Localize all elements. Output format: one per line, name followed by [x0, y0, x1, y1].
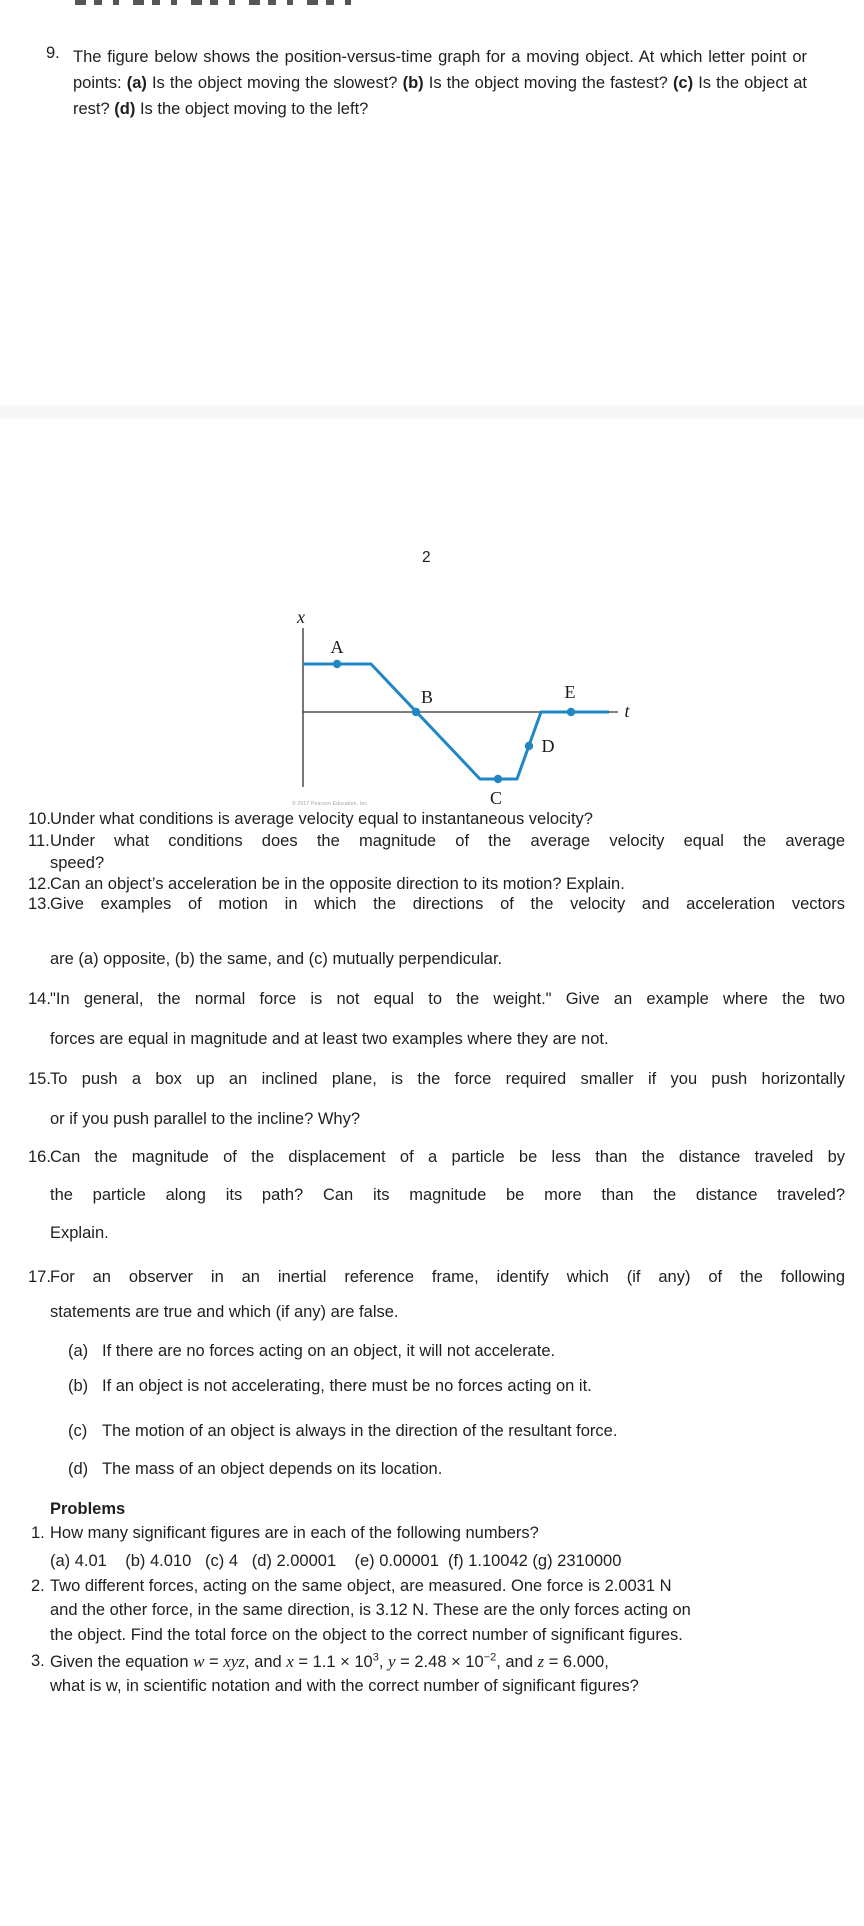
figure-copyright: © 2017 Pearson Education, Inc. — [292, 801, 369, 807]
problem-1-text-line2: (a) 4.01 (b) 4.010 (c) 4 (d) 2.00001 (e) 0.00001 (f) 1.10042 (g) 2310000 — [50, 1552, 622, 1570]
problem-3-number: 3. — [31, 1652, 45, 1670]
question-15-text-line2: or if you push parallel to the incline? Why? — [50, 1110, 361, 1128]
option-d-tag: (d) — [68, 1460, 89, 1478]
point-dot-A — [333, 660, 341, 668]
problem-2-text-line1: Two different forces, acting on the same object, are measured. One force is 2.0031 N — [50, 1577, 672, 1595]
point-dot-E — [567, 708, 575, 716]
question-14-number: 14. — [28, 990, 51, 1008]
option-c-tag: (c) — [68, 1422, 88, 1440]
question-14-text-line1: "In general, the normal force is not equal to the weight." Give an example where the two — [50, 990, 845, 1008]
question-13-text-line2: are (a) opposite, (b) the same, and (c) mutually perpendicular. — [50, 950, 503, 968]
question-11-text-line1: Under what conditions does the magnitude of the average velocity equal the average — [50, 832, 845, 850]
problem-1-number: 1. — [31, 1524, 45, 1542]
question-17-option-d — [68, 1460, 828, 1479]
question-16-text-line2: the particle along its path? Can its magnitude be more than the distance traveled? — [50, 1186, 845, 1204]
point-label-C: C — [489, 788, 503, 808]
question-10-number: 10. — [28, 810, 51, 828]
question-17-option-b — [68, 1377, 828, 1396]
page-number: 2 — [422, 549, 431, 566]
question-13-number: 13. — [28, 895, 51, 913]
question-16-text-line3: Explain. — [50, 1224, 109, 1242]
question-11-number: 11. — [28, 832, 50, 850]
cropped-text-remnant — [75, 0, 365, 5]
question-11-text-line2: speed? — [50, 854, 105, 872]
question-15-number: 15. — [28, 1070, 51, 1088]
problem-2-number: 2. — [31, 1577, 45, 1595]
point-dot-C — [494, 775, 502, 783]
point-label-D: D — [541, 736, 555, 756]
x-axis-label: t — [624, 701, 630, 721]
question-16-text-line1: Can the magnitude of the displacement of a particle be less than the distance traveled by — [50, 1148, 845, 1166]
option-c-text: The motion of an object is always in the direction of the resultant force. — [102, 1422, 618, 1440]
question-10-text: Under what conditions is average velocity equal to instantaneous velocity? — [50, 810, 593, 828]
question-17-option-a — [68, 1342, 828, 1361]
question-12-text: Can an object’s acceleration be in the opposite direction to its motion? Explain. — [50, 875, 625, 893]
question-14-text-line2: forces are equal in magnitude and at least two examples where they are not. — [50, 1030, 609, 1048]
point-label-B: B — [420, 687, 434, 707]
page-break-band — [0, 405, 864, 419]
graph-svg — [280, 545, 660, 815]
question-17-text-line2: statements are true and which (if any) are false. — [50, 1303, 399, 1321]
question-15-text-line1: To push a box up an inclined plane, is the force required smaller if you push horizontally — [50, 1070, 845, 1088]
position-curve — [303, 664, 609, 779]
option-a-text: If there are no forces acting on an object, it will not accelerate. — [102, 1342, 556, 1360]
point-dot-D — [525, 742, 533, 750]
question-13-text-line1: Give examples of motion in which the directions of the velocity and acceleration vectors — [50, 895, 845, 913]
option-a-tag: (a) — [68, 1342, 89, 1360]
option-b-text: If an object is not accelerating, there must be no forces acting on it. — [102, 1377, 592, 1395]
question-16-number: 16. — [28, 1148, 51, 1166]
y-axis-label: x — [297, 607, 305, 627]
problems-header: Problems — [50, 1500, 126, 1518]
problem-1-text-line1: How many significant figures are in each of the following numbers? — [50, 1524, 539, 1542]
question-17-option-c — [68, 1422, 828, 1441]
option-d-text: The mass of an object depends on its location. — [102, 1460, 443, 1478]
problem-3-text-line1: Given the equation w = xyz, and $x = 1.1 \times 10^3$, $y = 2.48 \times 10^{-2}$, and z = 6.000, — [50, 1651, 609, 1671]
question-9-text: The figure below shows the position-versus-time graph for a moving object. At which letter point or points: (a) Is the object moving the slowest? (b) Is the object moving the fastest? (c) Is the object at rest? (d) Is the object moving to the left? — [73, 48, 807, 118]
point-label-E: E — [564, 682, 576, 702]
option-b-tag: (b) — [68, 1377, 89, 1395]
question-12-number: 12. — [28, 875, 51, 893]
question-17-number: 17. — [28, 1268, 51, 1286]
question-17-text-line1: For an observer in an inertial reference frame, identify which (if any) of the following — [50, 1268, 845, 1286]
problem-2-text-line2: and the other force, in the same direction, is 3.12 N. These are the only forces acting on — [50, 1601, 691, 1619]
problem-3-text-line2: what is w, in scientific notation and with the correct number of significant figures? — [50, 1677, 639, 1695]
point-dot-B — [412, 708, 420, 716]
point-label-A: A — [330, 637, 344, 657]
position-time-graph — [280, 545, 660, 815]
question-9-number: 9. — [46, 44, 60, 62]
problem-2-text-line3: the object. Find the total force on the object to the correct number of significant figures. — [50, 1626, 683, 1644]
